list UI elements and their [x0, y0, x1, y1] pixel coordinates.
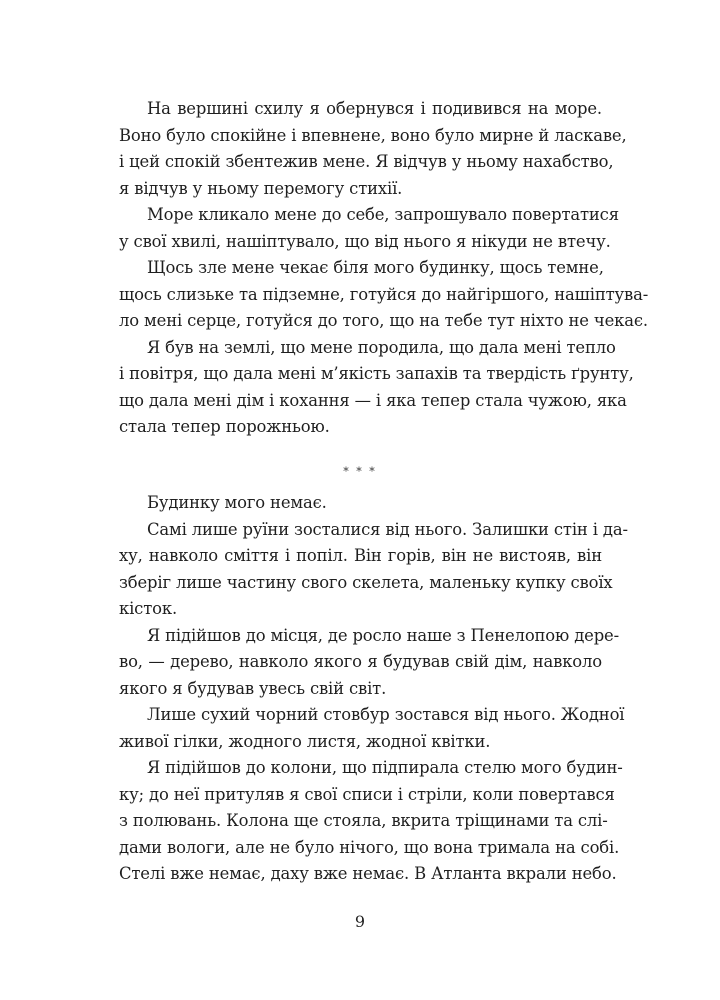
paragraph-3	[119, 255, 649, 335]
text-line: во, — дерево, навколо якого я будував свій дім, навколо	[119, 652, 602, 671]
text-line: Стелі вже немає, даху вже немає. В Атланта вкрали небо.	[119, 864, 617, 883]
text-line: у свої хвилі, нашіптувало, що від нього я нікуди не втечу.	[119, 231, 611, 251]
text-line: На вершині схилу я обернувся і подивився на море.	[147, 99, 602, 118]
text-line: ху, навколо сміття і попіл. Він горів, він не вистояв, він	[119, 546, 602, 565]
text-line: Будинку мого немає.	[147, 493, 327, 512]
text-line: кісток.	[119, 599, 178, 618]
text-line: дами вологи, але не було нічого, що вона тримала на собі.	[119, 837, 620, 857]
page-number: 9	[354, 912, 366, 931]
text-line: живої гілки, жодного листя, жодної квітки.	[119, 731, 491, 751]
text-line: Воно було спокійне і впевнене, воно було мирне й ласкаве,	[119, 125, 627, 145]
text-line: Море кликало мене до себе, запрошувало повертатися	[147, 205, 619, 224]
text-line: стала тепер порожньою.	[119, 417, 330, 436]
text-line: Я був на землі, що мене породила, що дала мені тепло	[147, 337, 616, 357]
text-line: Я підійшов до місця, де росло наше з Пенелопою дере-	[147, 625, 619, 645]
paragraph-2	[119, 202, 619, 255]
text-section-2	[119, 490, 628, 888]
text-line: ло мені серце, готуйся до того, що на тебе тут ніхто не чекає.	[119, 311, 648, 330]
paragraph-8	[119, 702, 625, 755]
paragraph-4	[119, 335, 634, 441]
text-line: щось слизьке та підземне, готуйся до найгіршого, нашіптува-	[119, 284, 649, 304]
text-line: Я підійшов до колони, що підпирала стелю мого будин-	[147, 758, 623, 777]
paragraph-5	[119, 490, 602, 517]
paragraph-7	[119, 623, 619, 703]
text-line: я відчув у ньому перемогу стихії.	[119, 178, 403, 198]
text-line: якого я будував увесь свій світ.	[119, 678, 387, 698]
text-line: і повітря, що дала мені м’якість запахів та твердість ґрунту,	[119, 364, 634, 383]
text-line: з полювань. Колона ще стояла, вкрита тріщинами та слі-	[119, 811, 608, 830]
text-line: Лише сухий чорний стовбур зостався від нього. Жодної	[147, 705, 625, 724]
section-separator: * * *	[343, 465, 377, 478]
text-line: Щось зле мене чекає біля мого будинку, щось темне,	[147, 258, 604, 277]
text-section-1	[119, 96, 649, 441]
text-line: зберіг лише частину свого скелета, маленьку купку своїх	[119, 572, 613, 592]
paragraph-6	[119, 517, 628, 623]
text-line: Самі лише руїни зосталися від нього. Залишки стін і да-	[147, 519, 628, 539]
text-line: і цей спокій збентежив мене. Я відчув у ньому нахабство,	[119, 152, 614, 171]
text-line: що дала мені дім і кохання — і яка тепер стала чужою, яка	[119, 390, 627, 410]
paragraph-9	[119, 755, 623, 888]
paragraph-1	[119, 96, 627, 202]
text-line: ку; до неї притуляв я свої списи і стріли, коли повертався	[119, 784, 615, 804]
